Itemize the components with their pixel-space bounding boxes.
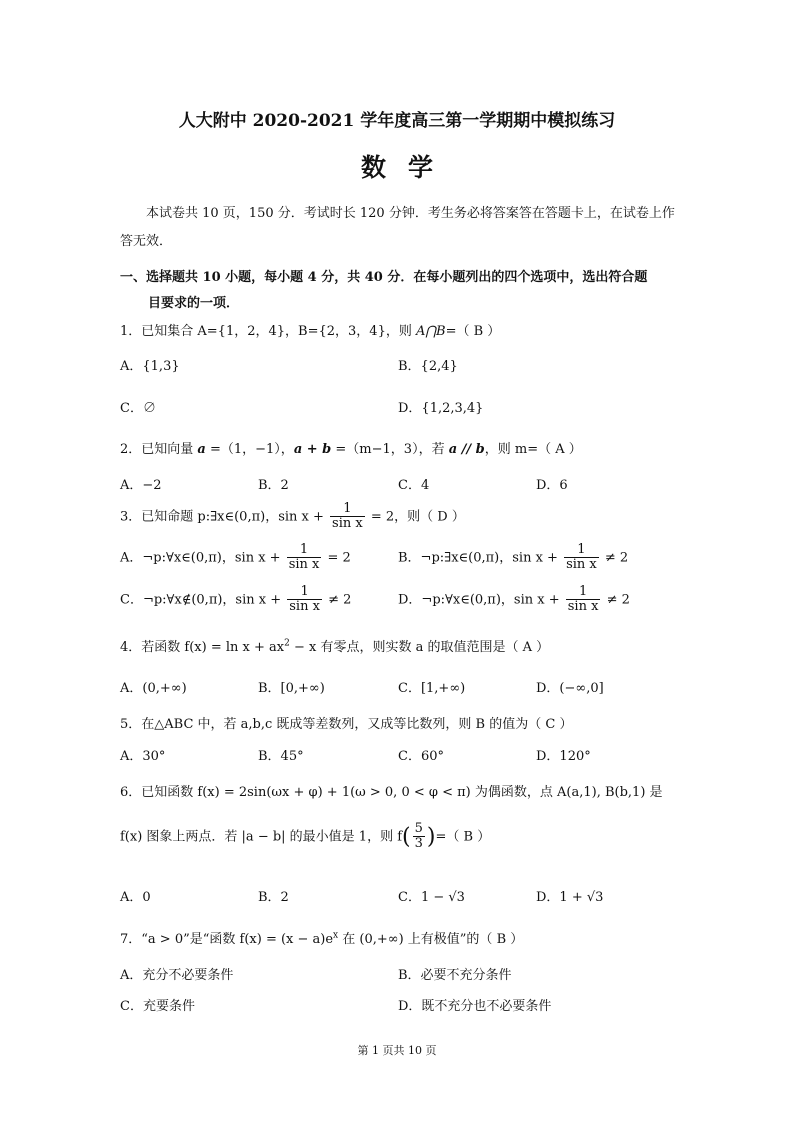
q2-vector-sum: a + b — [293, 442, 332, 457]
q2-text-3: =（m−1，3），若 — [331, 442, 449, 457]
fraction-numerator: 1 — [564, 543, 599, 558]
exam-instructions: 本试卷共 10 页，150 分．考试时长 120 分钟．考生务必将答案答在答题卡上，在试卷上作答无效． — [120, 206, 675, 249]
q3-c-post: ≠ 2 — [328, 592, 352, 608]
q2-option-b: B．2 — [258, 478, 289, 493]
q2-text-2: =（1，−1）， — [205, 442, 294, 457]
q3-option-c — [120, 585, 351, 615]
q4-exponent: 2 — [284, 638, 290, 649]
q6-paren-close: ) — [426, 824, 436, 850]
q1-option-d: D．{1,2,3,4} — [398, 401, 484, 416]
q7-exponent: x — [333, 930, 339, 941]
question-3 — [120, 502, 465, 532]
question-1 — [120, 320, 500, 339]
fraction-denominator: sin x — [566, 557, 597, 573]
q3-fraction — [330, 502, 365, 532]
q3-b-post: ≠ 2 — [604, 550, 629, 566]
q2-text-4: ，则 m=（ A ） — [484, 442, 582, 457]
fraction-numerator: 1 — [287, 543, 322, 558]
q3-option-a — [120, 543, 351, 573]
fraction-denominator: sin x — [332, 516, 363, 532]
q1-sets: A={1，2，4}，B={2，3，4} — [197, 324, 386, 339]
section-heading-cont: 目要求的一项． — [148, 296, 240, 311]
q1-option-a: A．{1,3} — [120, 359, 180, 374]
q2-option-d: D．6 — [536, 478, 568, 493]
q5-option-c: C．60° — [398, 749, 444, 764]
q7-option-a: A．充分不必要条件 — [120, 968, 234, 983]
fraction-denominator: sin x — [289, 599, 320, 615]
question-2 — [120, 438, 582, 457]
section-heading: 一、选择题共 10 小题，每小题 4 分，共 40 分．在每小题列出的四个选项中，选出符合题 — [120, 270, 648, 285]
q6-text-pre: f(x) 图象上两点．若 |a − b| 的最小值是 1，则 f — [120, 829, 403, 845]
subject-title: 数学 — [360, 153, 455, 182]
fraction-denominator: sin x — [288, 557, 320, 573]
q3-c-fraction — [287, 585, 322, 615]
q6-paren-open: ( — [402, 824, 411, 850]
q2-option-c: C．4 — [398, 478, 430, 493]
q2-vector-a: a — [197, 442, 206, 457]
question-6-line-1: 6．已知函数 f(x) = 2sin(ωx + φ) + 1(ω > 0, 0 < φ < π) 为偶函数，点 A(a,1), B(b,1) 是 — [120, 785, 663, 800]
q1-text-pre: 1．已知集合 — [120, 324, 198, 339]
q2-option-a: A．−2 — [120, 478, 162, 493]
q1-option-b: B．{2,4} — [398, 359, 458, 374]
fraction-denominator: sin x — [567, 599, 599, 615]
q3-b-fraction — [564, 543, 599, 573]
fraction-numerator: 1 — [566, 585, 601, 600]
exam-title: 人大附中 2020-2021 学年度高三第一学期期中模拟练习 — [178, 111, 616, 131]
q3-a-post: = 2 — [327, 550, 351, 566]
q4-text-pre: 4．若函数 f(x) = ln x + ax — [120, 640, 285, 655]
question-7 — [120, 928, 523, 947]
q1-text-post: =（ B ） — [445, 324, 501, 339]
q6-text-post: =（ B ） — [435, 829, 491, 845]
q3-option-d — [398, 585, 630, 615]
q7-option-d: D．既不充分也不必要条件 — [398, 999, 552, 1014]
q5-option-a: A．30° — [120, 749, 166, 764]
question-5: 5．在△ABC 中，若 a,b,c 既成等差数列，又成等比数列，则 B 的值为（ C ） — [120, 717, 573, 732]
fraction-numerator: 1 — [287, 585, 322, 600]
q4-text-post: − x 有零点，则实数 a 的取值范围是（ A ） — [289, 640, 550, 655]
q2-parallel: a // b — [448, 442, 485, 457]
q4-option-a: A．(0,+∞) — [120, 681, 187, 696]
q2-text-1: 2．已知向量 — [120, 442, 198, 457]
q1-expression: A⋂B — [415, 324, 446, 339]
q6-fraction — [413, 822, 425, 852]
q3-text-post: = 2，则（ D ） — [370, 509, 465, 525]
q6-option-a: A．0 — [120, 890, 151, 905]
question-4 — [120, 636, 549, 655]
q6-option-b: B．2 — [258, 890, 289, 905]
q3-option-b — [398, 543, 628, 573]
q7-text-post: 在 (0,+∞) 上有极值”的（ B ） — [338, 932, 524, 947]
q3-d-post: ≠ 2 — [606, 592, 630, 608]
q7-text-pre: 7．“a > 0”是“函数 f(x) = (x − a)e — [120, 932, 334, 947]
fraction-denominator: 3 — [414, 836, 423, 852]
q3-b-pre: B．¬p:∃x∈(0,π)，sin x + — [398, 550, 558, 566]
q7-option-c: C．充要条件 — [120, 999, 195, 1014]
q3-d-pre: D．¬p:∀x∈(0,π)，sin x + — [398, 592, 560, 608]
q4-option-c: C．[1,+∞) — [398, 681, 466, 696]
q3-text-pre: 3．已知命题 p:∃x∈(0,π)，sin x + — [120, 509, 324, 525]
q7-option-b: B．必要不充分条件 — [398, 968, 512, 983]
q1-option-c: C．∅ — [120, 401, 156, 416]
q4-option-b: B．[0,+∞) — [258, 681, 325, 696]
q4-option-d: D．(−∞,0] — [536, 681, 604, 696]
question-6-line-2 — [120, 822, 490, 852]
q3-a-pre: A．¬p:∀x∈(0,π)，sin x + — [120, 550, 281, 566]
q3-d-fraction — [566, 585, 601, 615]
fraction-numerator: 5 — [414, 821, 423, 836]
q6-option-d: D．1 + √3 — [536, 890, 604, 905]
q3-a-fraction — [287, 543, 322, 573]
page-footer: 第 1 页共 10 页 — [357, 1044, 437, 1057]
q1-text-mid: ，则 — [385, 324, 416, 339]
fraction-numerator: 1 — [330, 502, 365, 517]
q5-option-b: B．45° — [258, 749, 304, 764]
q6-option-c: C．1 − √3 — [398, 890, 465, 905]
q3-c-pre: C．¬p:∀x∉(0,π)，sin x + — [120, 592, 282, 608]
q5-option-d: D．120° — [536, 749, 591, 764]
